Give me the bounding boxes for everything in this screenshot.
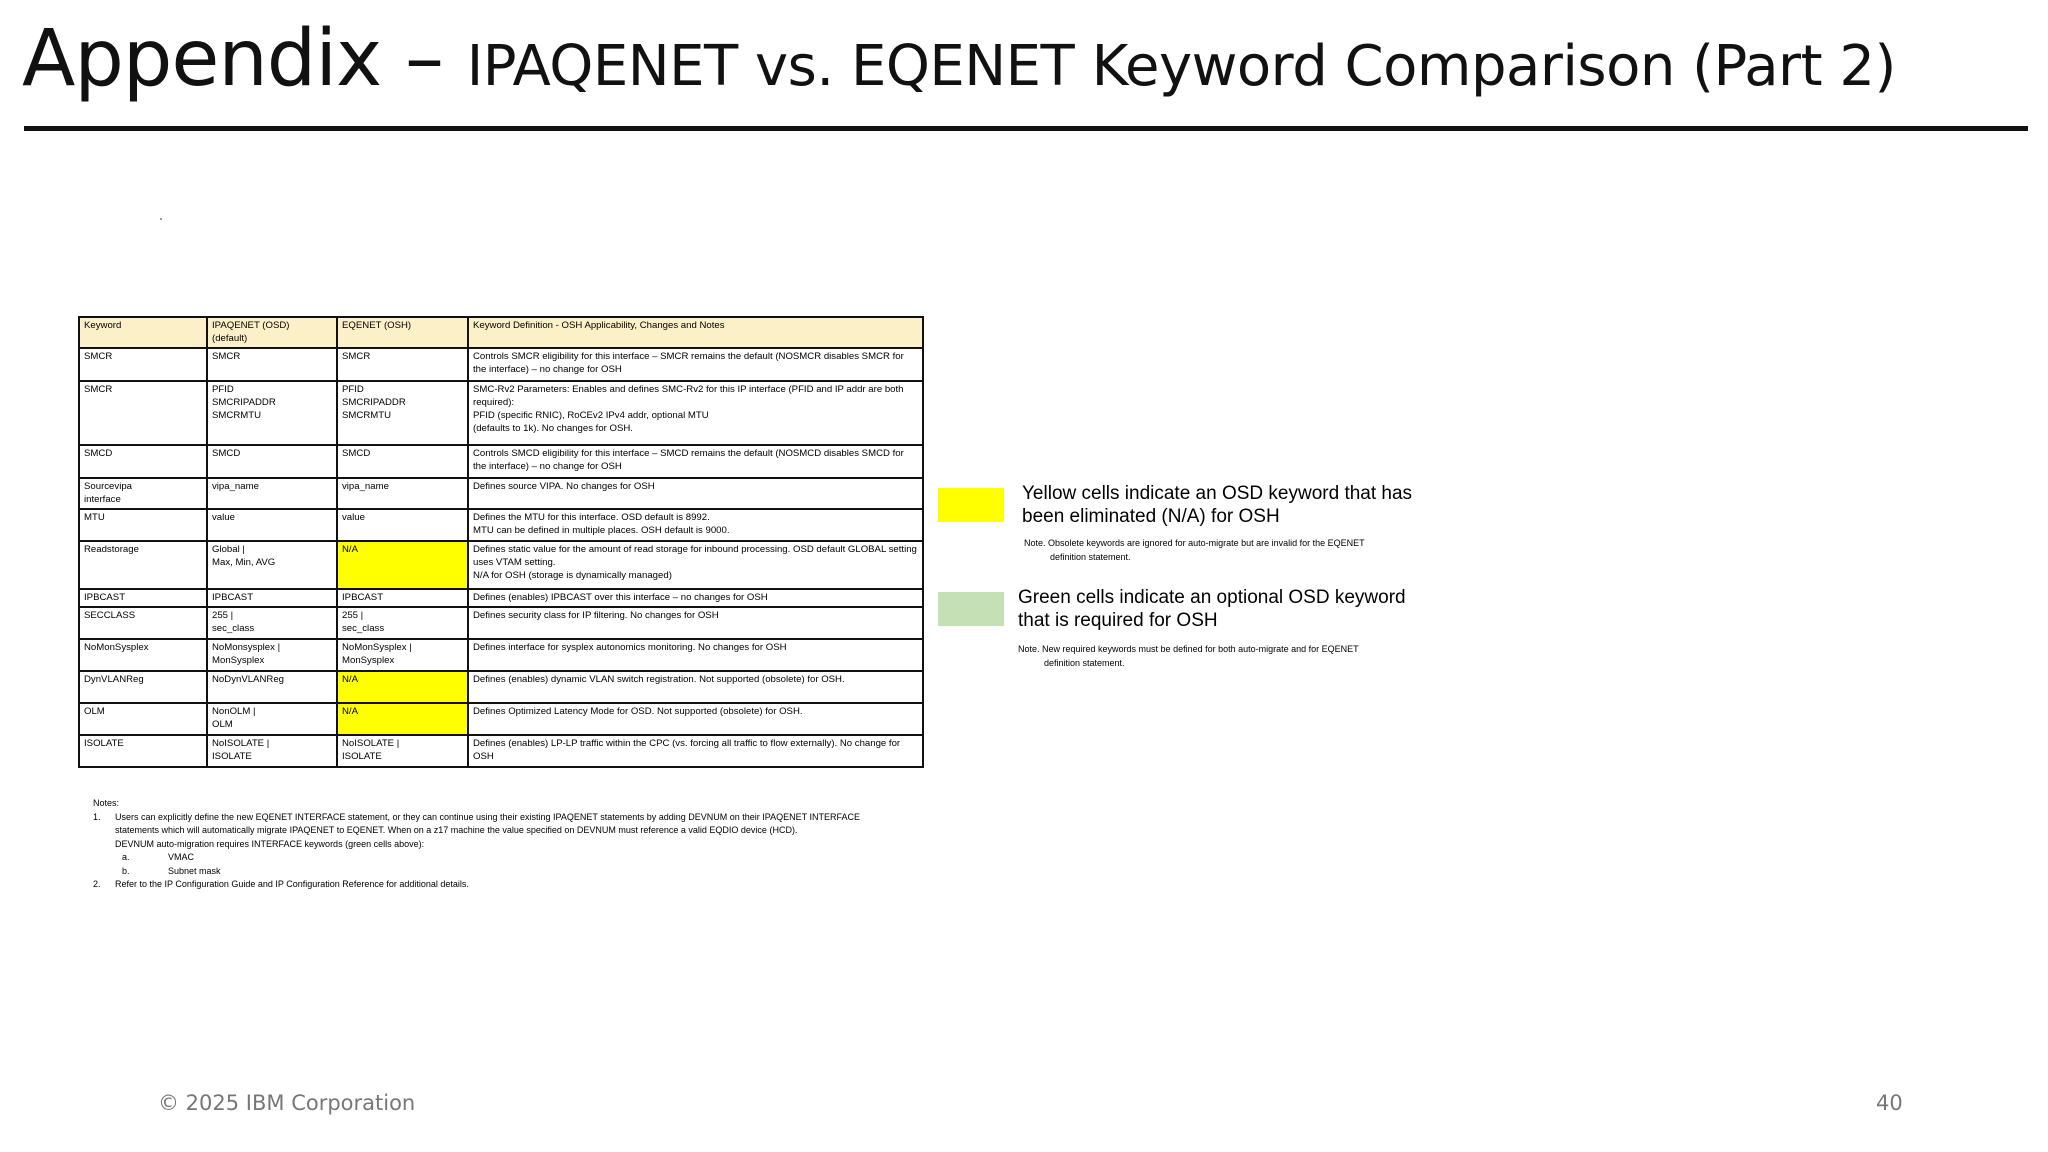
subitem-text: VMAC bbox=[168, 852, 195, 862]
cell-ipaqenet: SMCD bbox=[207, 445, 337, 478]
cell-ipaqenet: IPBCAST bbox=[207, 589, 337, 607]
yellow-note-line-2: definition statement. bbox=[1050, 552, 1131, 562]
table-header-row bbox=[79, 317, 923, 348]
title-divider bbox=[24, 126, 2028, 131]
title-main: Appendix – bbox=[22, 14, 467, 104]
subitem-text: Subnet mask bbox=[168, 865, 221, 876]
cell-ipaqenet: NoISOLATE | ISOLATE bbox=[207, 735, 337, 767]
yellow-legend-text: Yellow cells indicate an OSD keyword that has been eliminated (N/A) for OSH bbox=[1022, 483, 1413, 527]
header-ipaqenet: IPAQENET (OSD) (default) bbox=[207, 317, 337, 348]
cell-ipaqenet: SMCR bbox=[207, 348, 337, 381]
cell-keyword: ISOLATE bbox=[79, 735, 207, 767]
note-line: Users can explicitly define the new EQENET INTERFACE statement, or they can continue using their existing IPAQENET statements by adding DEVNUM on their IPAQENET INTERFACE bbox=[115, 811, 860, 822]
cell-keyword: SECCLASS bbox=[79, 607, 207, 639]
cell-keyword: Readstorage bbox=[79, 541, 207, 589]
cell-eqenet: SMCD bbox=[337, 445, 468, 478]
green-legend-text: Green cells indicate an optional OSD keyword that is required for OSH bbox=[1018, 587, 1406, 631]
cell-definition: Defines security class for IP filtering. No changes for OSH bbox=[468, 607, 923, 639]
cell-definition: SMC-Rv2 Parameters: Enables and defines SMC-Rv2 for this IP interface (PFID and IP addr are both required): PFID (specific RNIC), RoCEv2 IPv4 addr, optional MTU (defaults to 1k). No changes for OSH. bbox=[468, 381, 923, 445]
page-number: 40 bbox=[1876, 1091, 1903, 1115]
cell-definition: Defines (enables) dynamic VLAN switch registration. Not supported (obsolete) for OSH. bbox=[468, 671, 923, 703]
cell-eqenet: PFID SMCRIPADDR SMCRMTU bbox=[337, 381, 468, 445]
table-row bbox=[79, 381, 923, 445]
note-subitem-a bbox=[93, 851, 973, 865]
table-row bbox=[79, 671, 923, 703]
cell-ipaqenet: 255 | sec_class bbox=[207, 607, 337, 639]
copyright-footer: © 2025 IBM Corporation bbox=[158, 1091, 416, 1115]
cell-definition: Defines (enables) LP-LP traffic within the CPC (vs. forcing all traffic to flow externally). No change for OSH bbox=[468, 735, 923, 767]
cell-ipaqenet: NoDynVLANReg bbox=[207, 671, 337, 703]
header-definition: Keyword Definition - OSH Applicability, Changes and Notes bbox=[468, 317, 923, 348]
cell-definition: Defines source VIPA. No changes for OSH bbox=[468, 478, 923, 509]
cell-ipaqenet: value bbox=[207, 509, 337, 541]
yellow-note-line-1: Note. Obsolete keywords are ignored for auto-migrate but are invalid for the EQENET bbox=[1024, 538, 1365, 548]
note-line: statements which will automatically migrate IPAQENET to EQENET. When on a z17 machine the value specified on DEVNUM must reference a valid EQDIO device (HCD). bbox=[115, 825, 798, 835]
notes-heading: Notes: bbox=[93, 798, 120, 808]
table-row bbox=[79, 445, 923, 478]
green-legend-swatch bbox=[938, 592, 1004, 626]
table-row bbox=[79, 589, 923, 607]
table-row bbox=[79, 541, 923, 589]
header-eqenet: EQENET (OSH) bbox=[337, 317, 468, 348]
cell-eqenet: value bbox=[337, 509, 468, 541]
note-line: DEVNUM auto-migration requires INTERFACE keywords (green cells above): bbox=[115, 838, 425, 849]
note-number: 1. bbox=[93, 811, 101, 822]
cell-eqenet-eliminated: N/A bbox=[337, 541, 468, 589]
table-row bbox=[79, 703, 923, 735]
cell-keyword: OLM bbox=[79, 703, 207, 735]
cell-definition: Defines the MTU for this interface. OSD default is 8992. MTU can be defined in multiple places. OSH default is 9000. bbox=[468, 509, 923, 541]
cell-definition: Defines interface for sysplex autonomics monitoring. No changes for OSH bbox=[468, 639, 923, 671]
note-item-2 bbox=[93, 878, 973, 892]
subitem-letter: a. bbox=[122, 852, 130, 862]
note-number: 2. bbox=[93, 879, 101, 889]
cell-ipaqenet: vipa_name bbox=[207, 478, 337, 509]
title-subtitle: IPAQENET vs. EQENET Keyword Comparison (Part 2) bbox=[466, 34, 1896, 99]
cell-ipaqenet: Global | Max, Min, AVG bbox=[207, 541, 337, 589]
stray-mark bbox=[160, 218, 162, 220]
cell-eqenet: NoMonSysplex | MonSysplex bbox=[337, 639, 468, 671]
cell-eqenet: vipa_name bbox=[337, 478, 468, 509]
cell-keyword: SMCD bbox=[79, 445, 207, 478]
cell-eqenet-eliminated: N/A bbox=[337, 703, 468, 735]
note-subitem-b bbox=[93, 865, 973, 879]
cell-definition: Controls SMCR eligibility for this interface – SMCR remains the default (NOSMCR disables SMCR for the interface) – no change for OSH bbox=[468, 348, 923, 381]
table-row bbox=[79, 509, 923, 541]
cell-ipaqenet: PFID SMCRIPADDR SMCRMTU bbox=[207, 381, 337, 445]
green-note-line-2: definition statement. bbox=[1044, 658, 1125, 668]
table-row bbox=[79, 639, 923, 671]
cell-definition: Defines Optimized Latency Mode for OSD. Not supported (obsolete) for OSH. bbox=[468, 703, 923, 735]
cell-definition: Defines static value for the amount of read storage for inbound processing. OSD default GLOBAL setting uses VTAM setting. N/A for OSH (storage is dynamically managed) bbox=[468, 541, 923, 589]
table-row bbox=[79, 735, 923, 767]
cell-keyword: SMCR bbox=[79, 348, 207, 381]
cell-keyword: NoMonSysplex bbox=[79, 639, 207, 671]
cell-eqenet: SMCR bbox=[337, 348, 468, 381]
header-keyword: Keyword bbox=[79, 317, 207, 348]
note-line: Refer to the IP Configuration Guide and IP Configuration Reference for additional details. bbox=[115, 879, 469, 889]
cell-definition: Controls SMCD eligibility for this interface – SMCD remains the default (NOSMCD disables SMCD for the interface) – no change for OSH bbox=[468, 445, 923, 478]
yellow-legend-note bbox=[1024, 536, 1424, 564]
cell-ipaqenet: NonOLM | OLM bbox=[207, 703, 337, 735]
cell-definition: Defines (enables) IPBCAST over this interface – no changes for OSH bbox=[468, 589, 923, 607]
table-row bbox=[79, 478, 923, 509]
cell-ipaqenet: NoMonsysplex | MonSysplex bbox=[207, 639, 337, 671]
green-legend-note bbox=[1018, 642, 1418, 670]
table-row bbox=[79, 348, 923, 381]
cell-keyword: MTU bbox=[79, 509, 207, 541]
cell-eqenet: IPBCAST bbox=[337, 589, 468, 607]
cell-keyword: Sourcevipa interface bbox=[79, 478, 207, 509]
notes-section bbox=[93, 797, 973, 892]
cell-keyword: SMCR bbox=[79, 381, 207, 445]
cell-keyword: DynVLANReg bbox=[79, 671, 207, 703]
green-note-line-1: Note. New required keywords must be defined for both auto-migrate and for EQENET bbox=[1018, 644, 1359, 654]
slide-title bbox=[22, 14, 1896, 104]
cell-keyword: IPBCAST bbox=[79, 589, 207, 607]
keyword-comparison-table bbox=[78, 316, 924, 768]
cell-eqenet: NoISOLATE | ISOLATE bbox=[337, 735, 468, 767]
cell-eqenet: 255 | sec_class bbox=[337, 607, 468, 639]
table-row bbox=[79, 607, 923, 639]
yellow-legend-swatch bbox=[938, 488, 1004, 522]
note-item-1 bbox=[93, 811, 973, 879]
subitem-letter: b. bbox=[122, 865, 130, 876]
cell-eqenet-eliminated: N/A bbox=[337, 671, 468, 703]
